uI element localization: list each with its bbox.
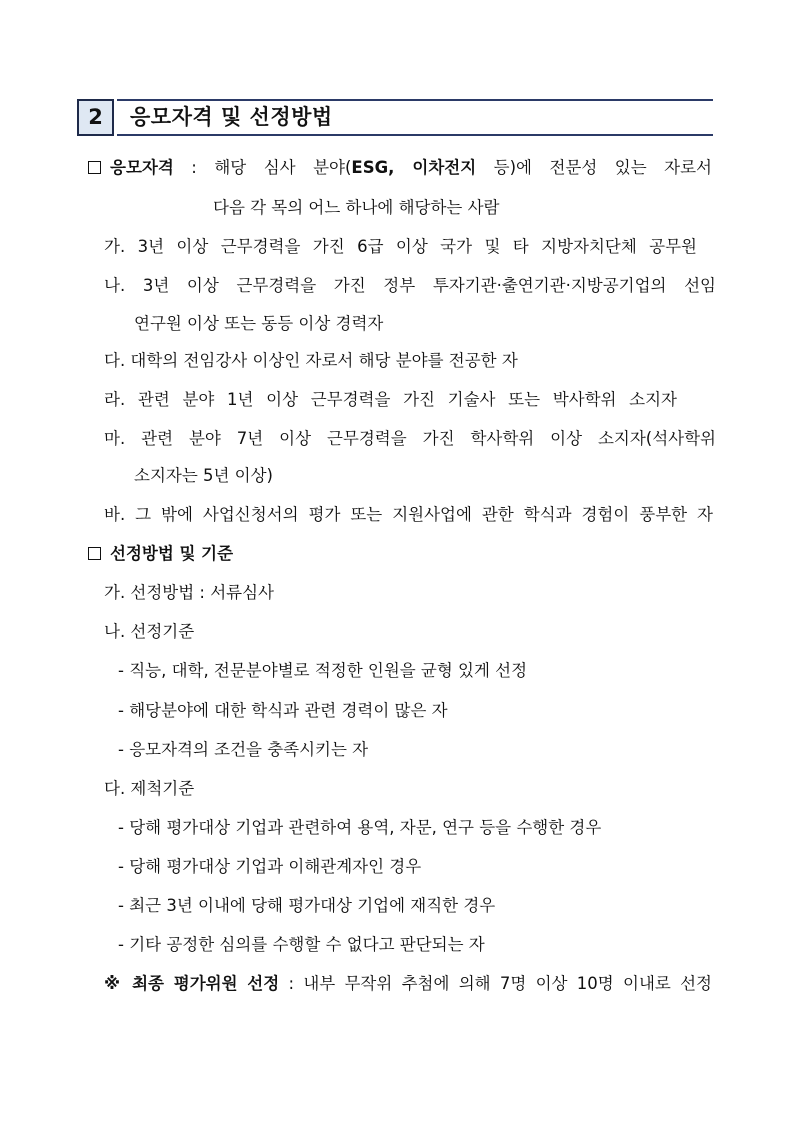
qualification-item-ba: 바. 그 밖에 사업신청서의 평가 또는 지원사업에 관한 학식과 경험이 풍부한 자 <box>104 505 713 524</box>
final-note <box>104 973 712 995</box>
qualification-item-ga: 가. 3년 이상 근무경력을 가진 6급 이상 국가 및 타 지방자치단체 공무원 <box>104 237 697 256</box>
qualification-item-ra: 라. 관련 분야 1년 이상 근무경력을 가진 기술사 또는 박사학위 소지자 <box>104 390 677 409</box>
final-note-label: 최종 평가위원 선정 <box>132 974 280 993</box>
exclusion-item: - 기타 공정한 심의를 수행할 수 없다고 판단되는 자 <box>118 935 485 954</box>
qualification-intro-post: 등)에 전문성 있는 자로서 <box>476 158 712 177</box>
checkbox-square-icon <box>88 547 101 560</box>
criteria-item: - 직능, 대학, 전문분야별로 적정한 인원을 균형 있게 선정 <box>118 661 528 680</box>
exclusion-title: 다. 제척기준 <box>104 779 195 798</box>
qualification-item-ma-cont: 소지자는 5년 이상) <box>134 466 273 485</box>
qualification-heading: 응모자격 <box>110 158 174 177</box>
criteria-item: - 응모자격의 조건을 충족시키는 자 <box>118 740 369 759</box>
exclusion-item: - 최근 3년 이내에 당해 평가대상 기업에 재직한 경우 <box>118 896 496 915</box>
header-bottom-rule <box>117 134 713 136</box>
selection-heading-line <box>88 543 233 565</box>
qualification-item-na: 나. 3년 이상 근무경력을 가진 정부 투자기관·출연기관·지방공기업의 선임 <box>104 276 716 295</box>
exclusion-item: - 당해 평가대상 기업과 이해관계자인 경우 <box>118 857 422 876</box>
qualification-intro-line2: 다음 각 목의 어느 하나에 해당하는 사람 <box>213 198 500 217</box>
qualification-item-ma: 마. 관련 분야 7년 이상 근무경력을 가진 학사학위 이상 소지자(석사학위 <box>104 429 716 448</box>
qualification-heading-line <box>88 157 712 179</box>
final-note-text: : 내부 무작위 추첨에 의해 7명 이상 10명 이내로 선정 <box>279 974 712 993</box>
section-title: 응모자격 및 선정방법 <box>130 105 333 129</box>
qualification-item-da: 다. 대학의 전임강사 이상인 자로서 해당 분야를 전공한 자 <box>104 351 518 370</box>
qualification-intro-pre: : 해당 심사 분야( <box>173 158 352 177</box>
section-number: 2 <box>77 99 114 136</box>
checkbox-square-icon <box>88 161 101 174</box>
selection-method: 가. 선정방법 : 서류심사 <box>104 583 274 602</box>
selection-criteria-title: 나. 선정기준 <box>104 622 195 641</box>
exclusion-item: - 당해 평가대상 기업과 관련하여 용역, 자문, 연구 등을 수행한 경우 <box>118 818 602 837</box>
criteria-item: - 해당분야에 대한 학식과 관련 경력이 많은 자 <box>118 701 448 720</box>
selection-heading: 선정방법 및 기준 <box>110 544 234 563</box>
qualification-intro-bold: ESG, 이차전지 <box>351 158 477 177</box>
qualification-item-na-cont: 연구원 이상 또는 동등 이상 경력자 <box>134 314 384 333</box>
section-header <box>77 99 713 137</box>
reference-mark: ※ <box>104 974 125 993</box>
